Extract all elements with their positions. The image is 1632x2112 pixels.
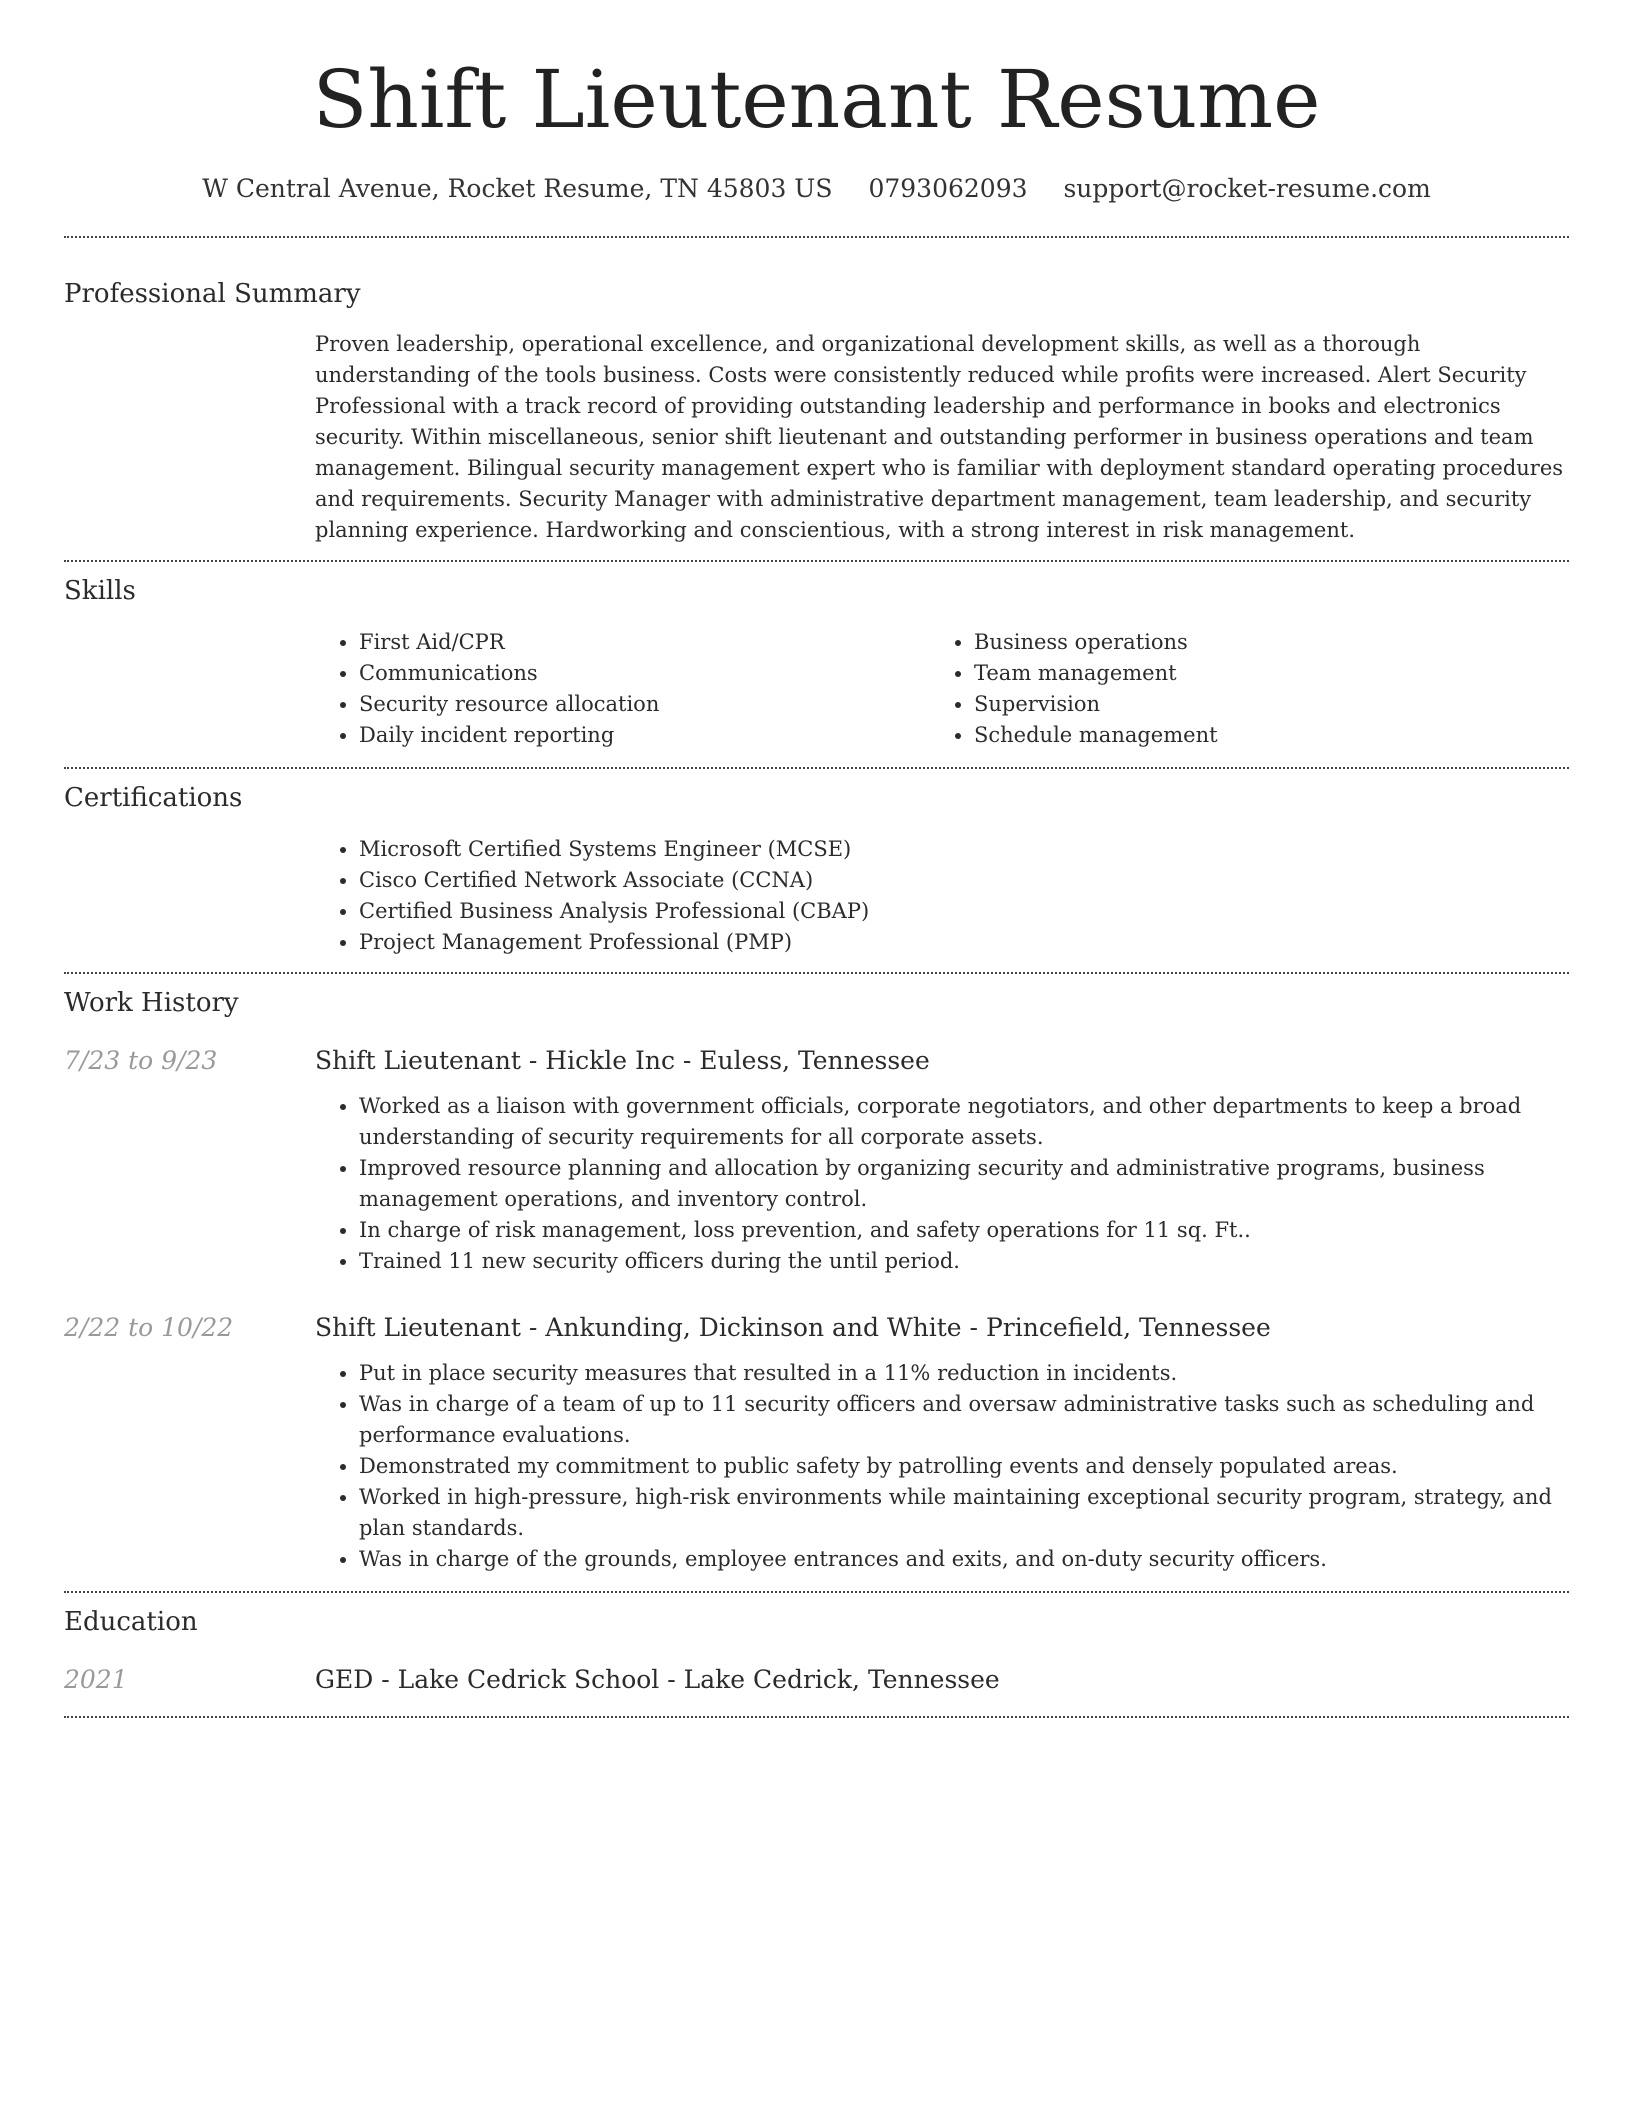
certification-item: • Certified Business Analysis Professional (CBAP) xyxy=(359,896,1569,927)
job-bullet: • Worked as a liaison with government officials, corporate negotiators, and other departments to keep a broad understanding of security requirements for all corporate assets. xyxy=(359,1091,1569,1153)
job-entry xyxy=(64,1310,1569,1575)
job-bullet: • Demonstrated my commitment to public safety by patrolling events and densely populated areas. xyxy=(359,1451,1569,1482)
job-title: Shift Lieutenant - Hickle Inc - Euless, Tennessee xyxy=(315,1046,930,1075)
summary-section xyxy=(64,276,1569,546)
job-bullets xyxy=(315,1091,1569,1277)
divider xyxy=(64,1716,1569,1718)
job-entry xyxy=(64,1043,1569,1277)
education-title: GED - Lake Cedrick School - Lake Cedrick, Tennessee xyxy=(315,1665,1000,1694)
skills-list xyxy=(315,627,1569,751)
job-bullet: • Improved resource planning and allocation by organizing security and administrative programs, business management operations, and inventory control. xyxy=(359,1153,1569,1215)
skills-column-right xyxy=(930,627,1545,751)
work-heading: Work History xyxy=(64,988,239,1018)
education-date: 2021 xyxy=(64,1665,128,1694)
job-bullets xyxy=(315,1358,1569,1575)
resume-title: Shift Lieutenant Resume xyxy=(312,53,1321,146)
job-bullet: • Was in charge of the grounds, employee entrances and exits, and on-duty security officers. xyxy=(359,1544,1569,1575)
contact-phone: 0793062093 xyxy=(868,174,1028,203)
resume-page xyxy=(64,0,1569,1718)
job-date: 2/22 to 10/22 xyxy=(64,1313,234,1342)
contact-email: support@rocket-resume.com xyxy=(1063,174,1431,203)
job-bullet: • Put in place security measures that resulted in a 11% reduction in incidents. xyxy=(359,1358,1569,1389)
skill-item: • Daily incident reporting xyxy=(359,720,930,751)
skill-item: • Communications xyxy=(359,658,930,689)
certification-item: • Cisco Certified Network Associate (CCNA) xyxy=(359,865,1569,896)
summary-heading: Professional Summary xyxy=(64,279,361,309)
certifications-section xyxy=(64,780,1569,958)
skill-item: • Security resource allocation xyxy=(359,689,930,720)
skill-item: • Schedule management xyxy=(974,720,1545,751)
skill-item: • First Aid/CPR xyxy=(359,627,930,658)
job-date: 7/23 to 9/23 xyxy=(64,1046,218,1075)
skill-item: • Supervision xyxy=(974,689,1545,720)
work-section xyxy=(64,985,1569,1575)
certification-item: • Microsoft Certified Systems Engineer (MCSE) xyxy=(359,834,1569,865)
education-section xyxy=(64,1604,1569,1698)
certifications-heading: Certifications xyxy=(64,783,243,813)
summary-text: Proven leadership, operational excellence, and organizational development skills, as well as a thorough understanding of the tools business. Costs were consistently reduced while profits were increased. Alert Security Professional with a track record of providing outstanding leadership and performance in books and electronics security. Within miscellaneous, senior shift lieutenant and outstanding performer in business operations and team management. Bilingual security management expert who is familiar with deployment standard operating procedures and requirements. Security Manager with administrative department management, team leadership, and security planning experience. Hardworking and conscientious, with a strong interest in risk management. xyxy=(315,332,1564,542)
job-bullet: • Trained 11 new security officers during the until period. xyxy=(359,1246,1569,1277)
job-bullet: • Worked in high-pressure, high-risk environments while maintaining exceptional security program, strategy, and plan standards. xyxy=(359,1482,1569,1544)
education-heading: Education xyxy=(64,1607,198,1637)
skill-item: • Team management xyxy=(974,658,1545,689)
skills-section xyxy=(64,573,1569,751)
contact-line xyxy=(64,172,1569,206)
certifications-list xyxy=(315,834,1569,958)
divider xyxy=(64,1591,1569,1593)
divider xyxy=(64,560,1569,562)
skills-column-left xyxy=(315,627,930,751)
job-title: Shift Lieutenant - Ankunding, Dickinson and White - Princefield, Tennessee xyxy=(315,1313,1271,1342)
skills-heading: Skills xyxy=(64,576,136,606)
contact-address: W Central Avenue, Rocket Resume, TN 45803 US xyxy=(202,174,833,203)
divider xyxy=(64,236,1569,238)
certification-item: • Project Management Professional (PMP) xyxy=(359,927,1569,958)
education-entry xyxy=(64,1662,1569,1698)
job-bullet: • In charge of risk management, loss prevention, and safety operations for 11 sq. Ft.. xyxy=(359,1215,1569,1246)
skill-item: • Business operations xyxy=(974,627,1545,658)
divider xyxy=(64,972,1569,974)
divider xyxy=(64,767,1569,769)
job-bullet: • Was in charge of a team of up to 11 security officers and oversaw administrative tasks such as scheduling and performance evaluations. xyxy=(359,1389,1569,1451)
